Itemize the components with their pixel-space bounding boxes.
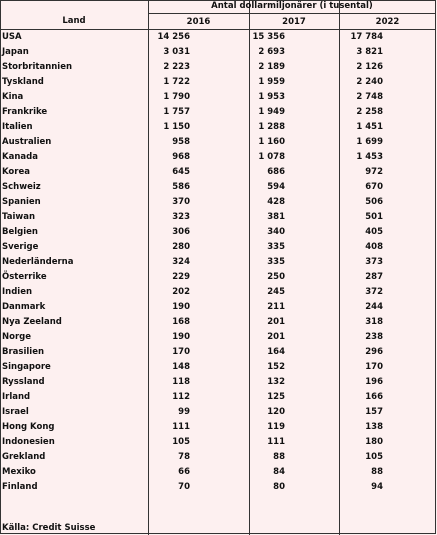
table-row [0, 197, 437, 212]
value-2017-cell: 120 [267, 407, 285, 417]
value-2017-cell: 245 [267, 287, 285, 297]
year-header-2022: 2022 [375, 17, 400, 27]
value-2016-cell: 105 [172, 437, 190, 447]
value-2022-cell: 88 [371, 467, 383, 477]
value-2017-cell: 1 953 [258, 92, 285, 102]
country-cell: Singapore [2, 362, 51, 372]
country-cell: Tyskland [2, 77, 44, 87]
value-2016-cell: 229 [172, 272, 190, 282]
value-2022-cell: 170 [365, 362, 383, 372]
value-2022-cell: 105 [365, 452, 383, 462]
table-row [0, 92, 437, 107]
value-2017-cell: 428 [267, 197, 285, 207]
table-row [0, 467, 437, 482]
country-cell: Italien [2, 122, 33, 132]
country-cell: Indien [2, 287, 33, 297]
value-2016-cell: 118 [172, 377, 190, 387]
value-2017-cell: 686 [267, 167, 285, 177]
table-row [0, 152, 437, 167]
value-2016-cell: 324 [172, 257, 190, 267]
country-cell: Österrike [2, 272, 47, 282]
table-row [0, 242, 437, 257]
country-cell: USA [2, 32, 22, 42]
country-cell: Nya Zeeland [2, 317, 62, 327]
country-cell: Ryssland [2, 377, 45, 387]
value-2017-cell: 1 949 [258, 107, 285, 117]
table-row [0, 107, 437, 122]
table-row [0, 437, 437, 452]
value-2017-cell: 88 [273, 452, 285, 462]
value-2017-cell: 119 [267, 422, 285, 432]
value-2022-cell: 238 [365, 332, 383, 342]
value-2016-cell: 190 [172, 302, 190, 312]
country-cell: Korea [2, 167, 30, 177]
country-cell: Storbritannien [2, 62, 73, 72]
value-2017-cell: 340 [267, 227, 285, 237]
country-cell: Finland [2, 482, 38, 492]
value-2022-cell: 372 [365, 287, 383, 297]
value-2016-cell: 3 031 [163, 47, 190, 57]
value-2022-cell: 1 451 [356, 122, 383, 132]
value-2016-cell: 168 [172, 317, 190, 327]
value-2016-cell: 968 [172, 152, 190, 162]
value-2016-cell: 78 [178, 452, 190, 462]
value-2022-cell: 287 [365, 272, 383, 282]
value-2016-cell: 1 790 [163, 92, 190, 102]
value-2017-cell: 250 [267, 272, 285, 282]
value-2022-cell: 196 [365, 377, 383, 387]
value-2017-cell: 1 959 [258, 77, 285, 87]
table-row [0, 272, 437, 287]
value-2017-cell: 335 [267, 257, 285, 267]
country-cell: Belgien [2, 227, 38, 237]
value-2022-cell: 166 [365, 392, 383, 402]
value-2017-cell: 164 [267, 347, 285, 357]
value-2016-cell: 70 [178, 482, 190, 492]
table-row [0, 182, 437, 197]
value-2017-cell: 2 189 [258, 62, 285, 72]
country-cell: Kina [2, 92, 24, 102]
value-2022-cell: 138 [365, 422, 383, 432]
table-row [0, 377, 437, 392]
value-2016-cell: 190 [172, 332, 190, 342]
country-cell: Brasilien [2, 347, 45, 357]
country-cell: Schweiz [2, 182, 41, 192]
value-2022-cell: 2 126 [356, 62, 383, 72]
value-2016-cell: 1 757 [163, 107, 190, 117]
value-2016-cell: 306 [172, 227, 190, 237]
value-2016-cell: 66 [178, 467, 190, 477]
country-cell: Frankrike [2, 107, 48, 117]
value-2022-cell: 2 240 [356, 77, 383, 87]
value-2017-cell: 2 693 [258, 47, 285, 57]
table-row [0, 32, 437, 47]
table-row [0, 332, 437, 347]
country-cell: Danmark [2, 302, 46, 312]
value-2022-cell: 318 [365, 317, 383, 327]
table-row [0, 407, 437, 422]
value-2022-cell: 244 [365, 302, 383, 312]
table-row [0, 347, 437, 362]
table-row [0, 482, 437, 497]
table-row [0, 317, 437, 332]
value-2017-cell: 201 [267, 317, 285, 327]
value-2016-cell: 1 150 [163, 122, 190, 132]
value-2017-cell: 152 [267, 362, 285, 372]
value-2016-cell: 586 [172, 182, 190, 192]
value-2022-cell: 17 784 [350, 32, 383, 42]
table-row [0, 122, 437, 137]
value-2017-cell: 80 [273, 482, 285, 492]
value-2016-cell: 370 [172, 197, 190, 207]
header-divider [148, 13, 436, 14]
table-row [0, 212, 437, 227]
source-note: Källa: Credit Suisse [2, 523, 96, 533]
value-2022-cell: 2 258 [356, 107, 383, 117]
value-2022-cell: 296 [365, 347, 383, 357]
value-2022-cell: 3 821 [356, 47, 383, 57]
country-cell: Mexiko [2, 467, 36, 477]
value-2022-cell: 405 [365, 227, 383, 237]
value-2022-cell: 501 [365, 212, 383, 222]
country-cell: Japan [2, 47, 29, 57]
value-2016-cell: 323 [172, 212, 190, 222]
value-2017-cell: 1 288 [258, 122, 285, 132]
value-2022-cell: 373 [365, 257, 383, 267]
country-cell: Israel [2, 407, 29, 417]
table-row [0, 47, 437, 62]
value-2017-cell: 132 [267, 377, 285, 387]
country-cell: Taiwan [2, 212, 35, 222]
value-2016-cell: 958 [172, 137, 190, 147]
table-row [0, 167, 437, 182]
value-2022-cell: 506 [365, 197, 383, 207]
country-cell: Hong Kong [2, 422, 55, 432]
table-row [0, 227, 437, 242]
value-2022-cell: 1 453 [356, 152, 383, 162]
country-cell: Norge [2, 332, 31, 342]
group-header: Antal dollarmiljonärer (i tusental) [211, 1, 373, 11]
value-2017-cell: 201 [267, 332, 285, 342]
value-2017-cell: 84 [273, 467, 285, 477]
value-2016-cell: 1 722 [163, 77, 190, 87]
value-2016-cell: 148 [172, 362, 190, 372]
year-header-2016: 2016 [186, 17, 211, 27]
value-2022-cell: 670 [365, 182, 383, 192]
value-2022-cell: 2 748 [356, 92, 383, 102]
country-cell: Spanien [2, 197, 41, 207]
country-cell: Australien [2, 137, 52, 147]
table-row [0, 77, 437, 92]
value-2016-cell: 202 [172, 287, 190, 297]
table-row [0, 302, 437, 317]
value-2022-cell: 1 699 [356, 137, 383, 147]
country-cell: Indonesien [2, 437, 55, 447]
table-row [0, 362, 437, 377]
value-2017-cell: 111 [267, 437, 285, 447]
table-row [0, 257, 437, 272]
value-2016-cell: 2 223 [163, 62, 190, 72]
value-2017-cell: 1 078 [258, 152, 285, 162]
value-2022-cell: 157 [365, 407, 383, 417]
value-2022-cell: 972 [365, 167, 383, 177]
value-2022-cell: 94 [371, 482, 383, 492]
table-row [0, 422, 437, 437]
value-2022-cell: 408 [365, 242, 383, 252]
table-row [0, 287, 437, 302]
value-2017-cell: 125 [267, 392, 285, 402]
country-cell: Irland [2, 392, 31, 402]
value-2016-cell: 645 [172, 167, 190, 177]
header-divider [0, 29, 436, 30]
value-2016-cell: 112 [172, 392, 190, 402]
country-cell: Kanada [2, 152, 38, 162]
value-2017-cell: 335 [267, 242, 285, 252]
table-row [0, 137, 437, 152]
table-row [0, 452, 437, 467]
value-2016-cell: 280 [172, 242, 190, 252]
value-2017-cell: 15 356 [252, 32, 285, 42]
year-header-2017: 2017 [282, 17, 306, 27]
country-cell: Sverige [2, 242, 39, 252]
country-cell: Nederländerna [2, 257, 74, 267]
value-2016-cell: 111 [172, 422, 190, 432]
value-2016-cell: 99 [178, 407, 190, 417]
value-2017-cell: 1 160 [258, 137, 285, 147]
land-header: Land [62, 16, 86, 26]
value-2016-cell: 14 256 [157, 32, 190, 42]
table-row [0, 62, 437, 77]
value-2022-cell: 180 [365, 437, 383, 447]
value-2016-cell: 170 [172, 347, 190, 357]
value-2017-cell: 381 [267, 212, 285, 222]
value-2017-cell: 594 [267, 182, 285, 192]
country-cell: Grekland [2, 452, 46, 462]
table-row [0, 392, 437, 407]
value-2017-cell: 211 [267, 302, 285, 312]
